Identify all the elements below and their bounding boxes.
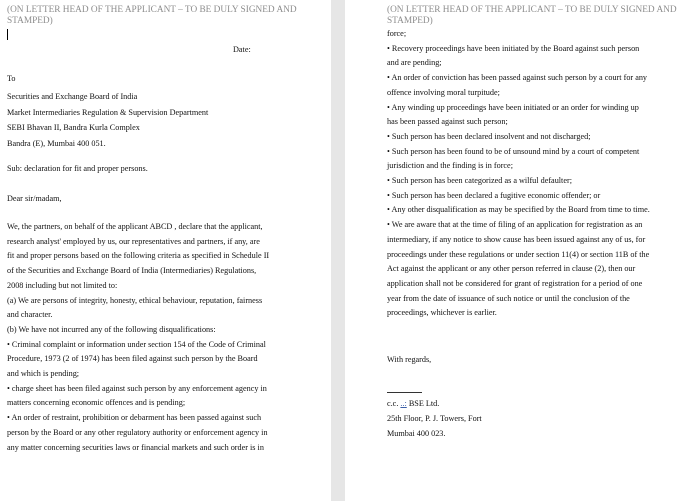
address-line: SEBI Bhavan II, Bandra Kurla Complex (7, 123, 140, 132)
to-label: To (7, 74, 16, 83)
body-line: • An order of conviction has been passed against such person by a court for any (387, 73, 648, 83)
cc-address-line: Mumbai 400 023. (387, 428, 446, 438)
body-line: We, the partners, on behalf of the applicant ABCD , declare that the applicant, (7, 222, 263, 231)
body-line: • An order of restraint, prohibition or debarment has been passed against such (7, 413, 262, 423)
cc-prefix: c.c. (387, 399, 399, 408)
body-line: (b) We have not incurred any of the following disqualifications: (7, 324, 216, 334)
body-line: and are pending; (387, 58, 442, 68)
body-line: • Such person has been categorized as a wilful defaulter; (387, 176, 572, 185)
body-line: offence involving moral turpitude; (387, 87, 500, 97)
body-line: • We are aware that at the time of filing of an application for registration as an (387, 220, 643, 230)
subject-line: Sub: declaration for fit and proper persons. (7, 164, 148, 173)
body-line: • Such person has been declared insolvent and not discharged; (387, 131, 591, 141)
body-line: force; (387, 29, 407, 38)
body-line: jurisdiction and the finding is in force; (387, 161, 513, 171)
address-line: Securities and Exchange Board of India (7, 92, 138, 101)
cc-address-line: 25th Floor, P. J. Towers, Fort (387, 414, 482, 423)
cc-dots: ..: (400, 399, 407, 408)
body-line: has been passed against such person; (387, 117, 508, 127)
body-line: of the Securities and Exchange Board of India (Intermediaries) Regulations, (7, 266, 257, 276)
body-line: person by the Board or any other regulatory authority or enforcement agency in (7, 427, 268, 437)
text-cursor (7, 29, 8, 40)
body-line: • charge sheet has been filed against such person by any enforcement agency in (7, 383, 267, 393)
document-page-2[interactable] (345, 0, 687, 501)
body-line: proceedings, whichever is earlier. (387, 308, 497, 318)
body-line: any matter concerning securities laws or financial markets and such order is in (7, 442, 264, 452)
letterhead-note: (ON LETTER HEAD OF THE APPLICANT – TO BE DULY SIGNED AND STAMPED) (387, 5, 677, 26)
letterhead-note: (ON LETTER HEAD OF THE APPLICANT – TO BE DULY SIGNED AND STAMPED) (7, 5, 297, 26)
body-line: 2008 including but not limited to: (7, 280, 118, 290)
body-line: proceedings under these regulations or under section 11(4) or section 11B of the (387, 249, 650, 259)
body-line: Procedure, 1973 (2 of 1974) has been filed against such person by the Board (7, 354, 258, 364)
body-line: intermediary, if any notice to show cause has been issued against any of us, for (387, 234, 646, 244)
body-line: research analyst' employed by us, our representatives and partners, if any, are (7, 236, 260, 246)
body-line: • Any other disqualification as may be specified by the Board from time to time. (387, 205, 650, 215)
salutation: Dear sir/madam, (7, 194, 62, 203)
address-line: Market Intermediaries Regulation & Supervision Department (7, 107, 209, 117)
body-line: • Such person has been declared a fugitive economic offender; or (387, 190, 601, 200)
body-line: and which is pending; (7, 369, 80, 378)
body-line: fit and proper persons based on the following criteria as specified in Schedule II (7, 251, 270, 261)
closing: With regards, (387, 355, 432, 364)
body-line: (a) We are persons of integrity, honesty, ethical behaviour, reputation, fairness (7, 295, 263, 305)
body-line: • Any winding up proceedings have been initiated or an order for winding up (387, 102, 639, 112)
body-line: application shall not be considered for grant of registration for a period of one (387, 278, 643, 288)
body-line: • Recovery proceedings have been initiated by the Board against such person (387, 43, 640, 53)
cc-line (387, 399, 439, 409)
cc-name: BSE Ltd. (408, 399, 440, 408)
date-label: Date: (233, 45, 251, 54)
document-page-1[interactable] (0, 0, 331, 501)
signature-line (387, 392, 422, 393)
address-line: Bandra (E), Mumbai 400 051. (7, 138, 106, 148)
body-line: • Criminal complaint or information under section 154 of the Code of Criminal (7, 339, 266, 349)
body-line: and character. (7, 310, 53, 320)
body-line: year from the date of issuance of such notice or until the conclusion of the (387, 293, 630, 303)
body-line: Act against the applicant or any other person referred in clause (2), then our (387, 264, 636, 274)
body-line: • Such person has been found to be of unsound mind by a court of competent (387, 146, 640, 156)
body-line: matters concerning economic offences and is pending; (7, 398, 186, 408)
